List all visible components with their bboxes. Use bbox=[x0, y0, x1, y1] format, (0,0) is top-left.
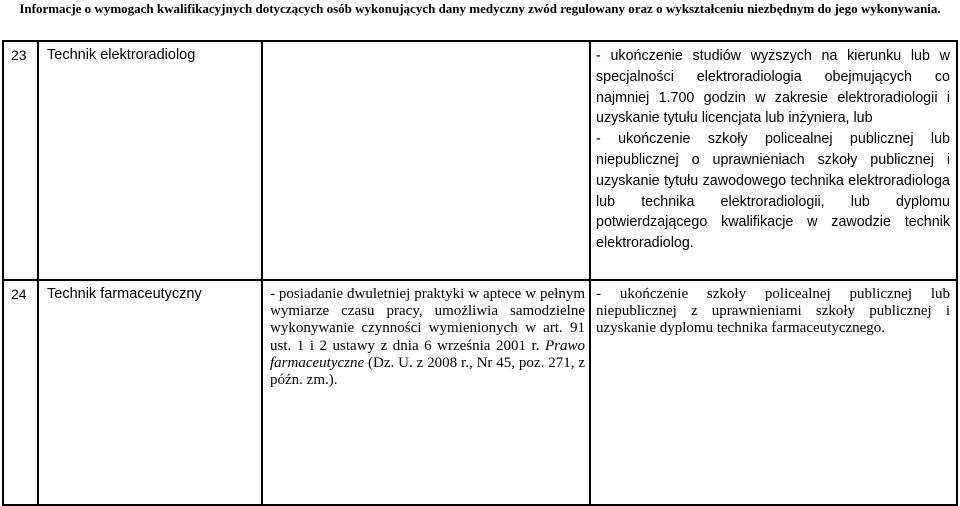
act-title: Prawo farmaceutyczne bbox=[270, 337, 586, 371]
education-item: - ukończenie szkoły policealnej publicznej lub niepublicznej z uprawnieniami szkoły publicznej i uzyskanie dyplomu technika farmaceutycznego. bbox=[596, 286, 950, 337]
practice-requirement bbox=[262, 280, 590, 505]
table-row bbox=[3, 280, 957, 505]
profession-name: Technik elektroradiolog bbox=[38, 41, 262, 280]
row-number: 24 bbox=[3, 280, 38, 505]
qualifications-table bbox=[2, 40, 958, 506]
practice-requirement bbox=[262, 41, 590, 280]
practice-citation: (Dz. U. z 2008 r., Nr 45, poz. 271, z późn. zm.). bbox=[270, 354, 585, 389]
education-item: - ukończenie studiów wyższych na kierunku lub w specjalności elektroradiologia obejmujących co najmniej 1.700 godzin w zakresie elektroradiologii i uzyskanie tytułu licencjata lub inżyniera, lub bbox=[596, 48, 950, 127]
page-header: Informacje o wymogach kwalifikacyjnych dotyczących osób wykonujących dany medyczny zwód regulowany oraz o wykształceniu niezbędnym do jego wykonywania. bbox=[19, 1, 941, 16]
education-item: - ukończenie szkoły policealnej publicznej lub niepublicznej o uprawnieniach szkoły publicznej i uzyskanie tytułu zawodowego technika elektroradiologa lub technika elektroradiologii, lub dyplomu potwierdzającego kwalifikacje w zawodzie technik elektroradiolog. bbox=[596, 131, 950, 252]
practice-text: - posiadanie dwuletniej praktyki w aptece w pełnym wymiarze czasu pracy, umożliwia samodzielne wykonywanie czynności wymienionych w art. 91 ust. 1 i 2 ustawy z dnia 6 września 2001 r. bbox=[270, 286, 585, 354]
education-requirement bbox=[590, 280, 957, 505]
education-requirement bbox=[590, 41, 957, 280]
row-number: 23 bbox=[3, 41, 38, 280]
table-row bbox=[3, 41, 957, 280]
profession-name: Technik farmaceutyczny bbox=[38, 280, 262, 505]
